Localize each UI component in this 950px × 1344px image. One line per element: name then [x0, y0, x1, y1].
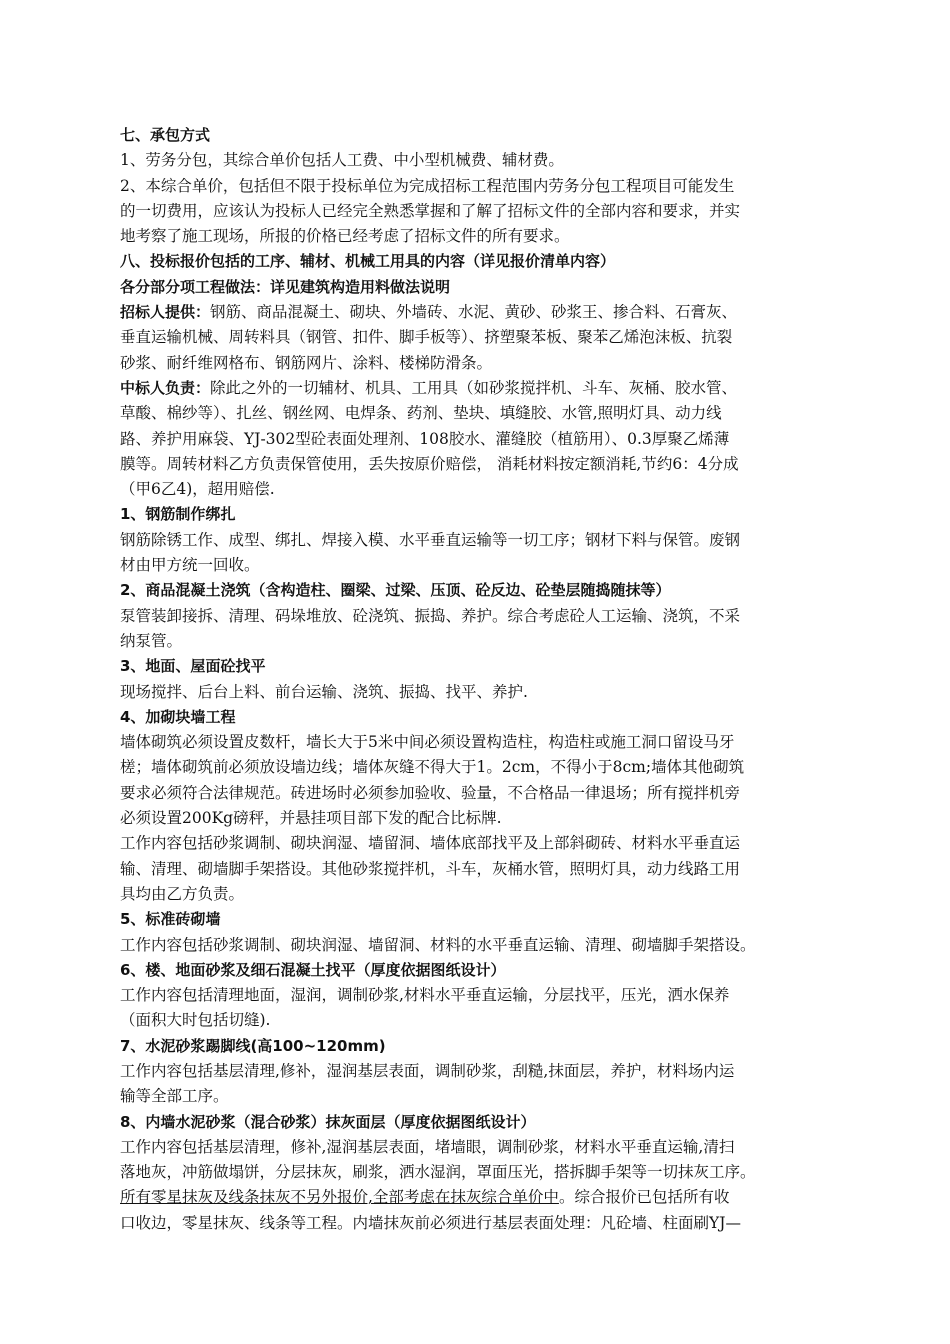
line-text: 槎；墙体砌筑前必须放设墙边线；墙体灰缝不得大于1。2cm，不得小于8cm;墙体其他砌筑 [120, 758, 745, 777]
line-text: 砂浆、耐纤维网格布、钢筋网片、涂料、楼梯防滑条。 [120, 353, 493, 372]
line-text: 的一切费用，应该认为投标人已经完全熟悉掌握和了解了招标文件的全部内容和要求，并实 [120, 201, 741, 220]
text-line [120, 1059, 830, 1084]
line-text: 1、劳务分包，其综合单价包括人工费、中小型机械费、辅材费。 [120, 151, 564, 170]
text-line [120, 351, 830, 376]
text-line [120, 831, 830, 856]
line-text: 1、钢筋制作绑扎 [120, 505, 236, 524]
line-text: 膜等。周转材料乙方负责保管使用，丢失按原价赔偿， 消耗材料按定额消耗,节约6：4分成 [120, 454, 739, 473]
line-lead-label: 招标人提供： [120, 303, 211, 322]
line-text: 现场搅拌、后台上料、前台运输、浇筑、振捣、找平、养护. [120, 682, 528, 701]
line-text: （甲6乙4)，超用赔偿. [120, 480, 275, 499]
section-heading [120, 578, 830, 603]
line-text: 墙体砌筑必须设置皮数杆，墙长大于5米中间必须设置构造柱，构造柱或施工洞口留设马牙 [120, 733, 735, 752]
line-text: 纳泵管。 [120, 631, 183, 650]
text-line [120, 199, 830, 224]
line-text: 。综合报价已包括所有收 [558, 1188, 730, 1207]
document-body [120, 123, 830, 1236]
text-line [120, 148, 830, 173]
line-text: （面积大时包括切缝). [120, 1011, 271, 1030]
line-text: 钢筋、商品混凝土、砌块、外墙砖、水泥、黄砂、砂浆王、掺合料、石膏灰、 [210, 303, 738, 322]
text-line [120, 680, 830, 705]
line-text: 4、加砌块墙工程 [120, 707, 236, 726]
line-text: 6、楼、地面砂浆及细石混凝土找平（厚度依据图纸设计） [120, 960, 506, 979]
line-text: 工作内容包括清理地面，湿润，调制砂浆,材料水平垂直运输，分层找平，压光，洒水保养 [120, 986, 730, 1005]
line-text: 工作内容包括基层清理,修补，湿润基层表面，调制砂浆，刮糙,抹面层，养护，材料场内运 [120, 1061, 735, 1080]
text-line [120, 1160, 830, 1185]
section-heading [120, 1034, 830, 1059]
text-line [120, 781, 830, 806]
text-line [120, 1084, 830, 1109]
section-heading [120, 249, 830, 274]
line-text: 工作内容包括砂浆调制、砌块润湿、墙留洞、材料的水平垂直运输、清理、砌墙脚手架搭设。 [120, 935, 756, 954]
line-text: 泵管装卸接拆、清理、码垛堆放、砼浇筑、振捣、养护。综合考虑砼人工运输、浇筑，不采 [120, 606, 741, 625]
text-line [120, 452, 830, 477]
text-line [120, 1185, 830, 1210]
line-text: 各分部分项工程做法：详见建筑构造用料做法说明 [120, 277, 451, 296]
text-line [120, 604, 830, 629]
line-text: 草酸、棉纱等）、扎丝、钢丝网、电焊条、药剂、垫块、填缝胶、水管,照明灯具、动力线 [120, 404, 722, 423]
text-line [120, 730, 830, 755]
section-heading [120, 705, 830, 730]
text-line [120, 857, 830, 882]
text-line [120, 553, 830, 578]
line-text: 2、本综合单价，包括但不限于投标单位为完成招标工程范围内劳务分包工程项目可能发生 [120, 176, 735, 195]
text-line [120, 477, 830, 502]
text-line [120, 1211, 830, 1236]
text-line [120, 882, 830, 907]
section-heading [120, 502, 830, 527]
line-text: 落地灰，冲筋做塌饼，分层抹灰，刷浆，洒水湿润，罩面压光，搭拆脚手架等一切抹灰工序。 [120, 1163, 756, 1182]
text-line [120, 933, 830, 958]
section-heading [120, 1110, 830, 1135]
line-text: 八、投标报价包括的工序、辅材、机械工用具的内容（详见报价清单内容） [120, 252, 616, 271]
text-line [120, 224, 830, 249]
line-text: 7、水泥砂浆踢脚线(高100~120mm) [120, 1036, 386, 1055]
text-line [120, 983, 830, 1008]
line-text: 工作内容包括基层清理，修补,湿润基层表面，堵墙眼，调制砂浆，材料水平垂直运输,清扫 [120, 1137, 735, 1156]
text-line [120, 1135, 830, 1160]
text-line [120, 401, 830, 426]
section-heading [120, 123, 830, 148]
section-heading [120, 275, 830, 300]
section-heading [120, 907, 830, 932]
line-text: 输、清理、砌墙脚手架搭设。其他砂浆搅拌机，斗车，灰桶水管，照明灯具，动力线路工用 [120, 859, 741, 878]
line-text: 七、承包方式 [120, 126, 211, 144]
text-line [120, 755, 830, 780]
text-line [120, 806, 830, 831]
line-text: 8、内墙水泥砂浆（混合砂浆）抹灰面层（厚度依据图纸设计） [120, 1112, 536, 1131]
line-text: 具均由乙方负责。 [120, 884, 245, 903]
line-text: 除此之外的一切辅材、机具、工用具（如砂浆搅拌机、斗车、灰桶、胶水管、 [210, 378, 738, 397]
underlined-text: 所有零星抹灰及线条抹灰不另外报价,全部考虑在抹灰综合单价中 [120, 1188, 559, 1207]
text-line [120, 376, 830, 401]
line-lead-label: 中标人负责： [120, 378, 211, 397]
line-text: 2、商品混凝土浇筑（含构造柱、圈梁、过梁、压顶、砼反边、砼垫层随捣随抹等） [120, 581, 671, 600]
line-text: 路、养护用麻袋、YJ-302型砼表面处理剂、108胶水、灌缝胶（植筋用）、0.3厚聚乙烯薄 [120, 429, 730, 448]
line-text: 钢筋除锈工作、成型、绑扎、焊接入模、水平垂直运输等一切工序；钢材下料与保管。废钢 [120, 530, 741, 549]
text-line [120, 325, 830, 350]
line-text: 垂直运输机械、周转料具（钢管、扣件、脚手板等）、挤塑聚苯板、聚苯乙烯泡沫板、抗裂 [120, 328, 733, 347]
line-text: 地考察了施工现场，所报的价格已经考虑了招标文件的所有要求。 [120, 227, 570, 246]
line-text: 工作内容包括砂浆调制、砌块润湿、墙留洞、墙体底部找平及上部斜砌砖、材料水平垂直运 [120, 834, 741, 853]
line-text: 口收边，零星抹灰、线条等工程。内墙抹灰前必须进行基层表面处理：凡砼墙、柱面刷YJ— [120, 1213, 741, 1232]
section-heading [120, 654, 830, 679]
text-line [120, 427, 830, 452]
text-line [120, 1008, 830, 1033]
line-text: 5、标准砖砌墙 [120, 910, 221, 929]
text-line [120, 629, 830, 654]
text-line [120, 300, 830, 325]
line-text: 3、地面、屋面砼找平 [120, 657, 266, 676]
line-text: 材由甲方统一回收。 [120, 556, 260, 575]
line-text: 输等全部工序。 [120, 1087, 229, 1106]
line-text: 必须设置200Kg磅秤，并悬挂项目部下发的配合比标牌. [120, 809, 502, 828]
line-text: 要求必须符合法律规范。砖进场时必须参加验收、验量，不合格品一律退场；所有搅拌机旁 [120, 783, 741, 802]
section-heading [120, 958, 830, 983]
text-line [120, 174, 830, 199]
text-line [120, 528, 830, 553]
